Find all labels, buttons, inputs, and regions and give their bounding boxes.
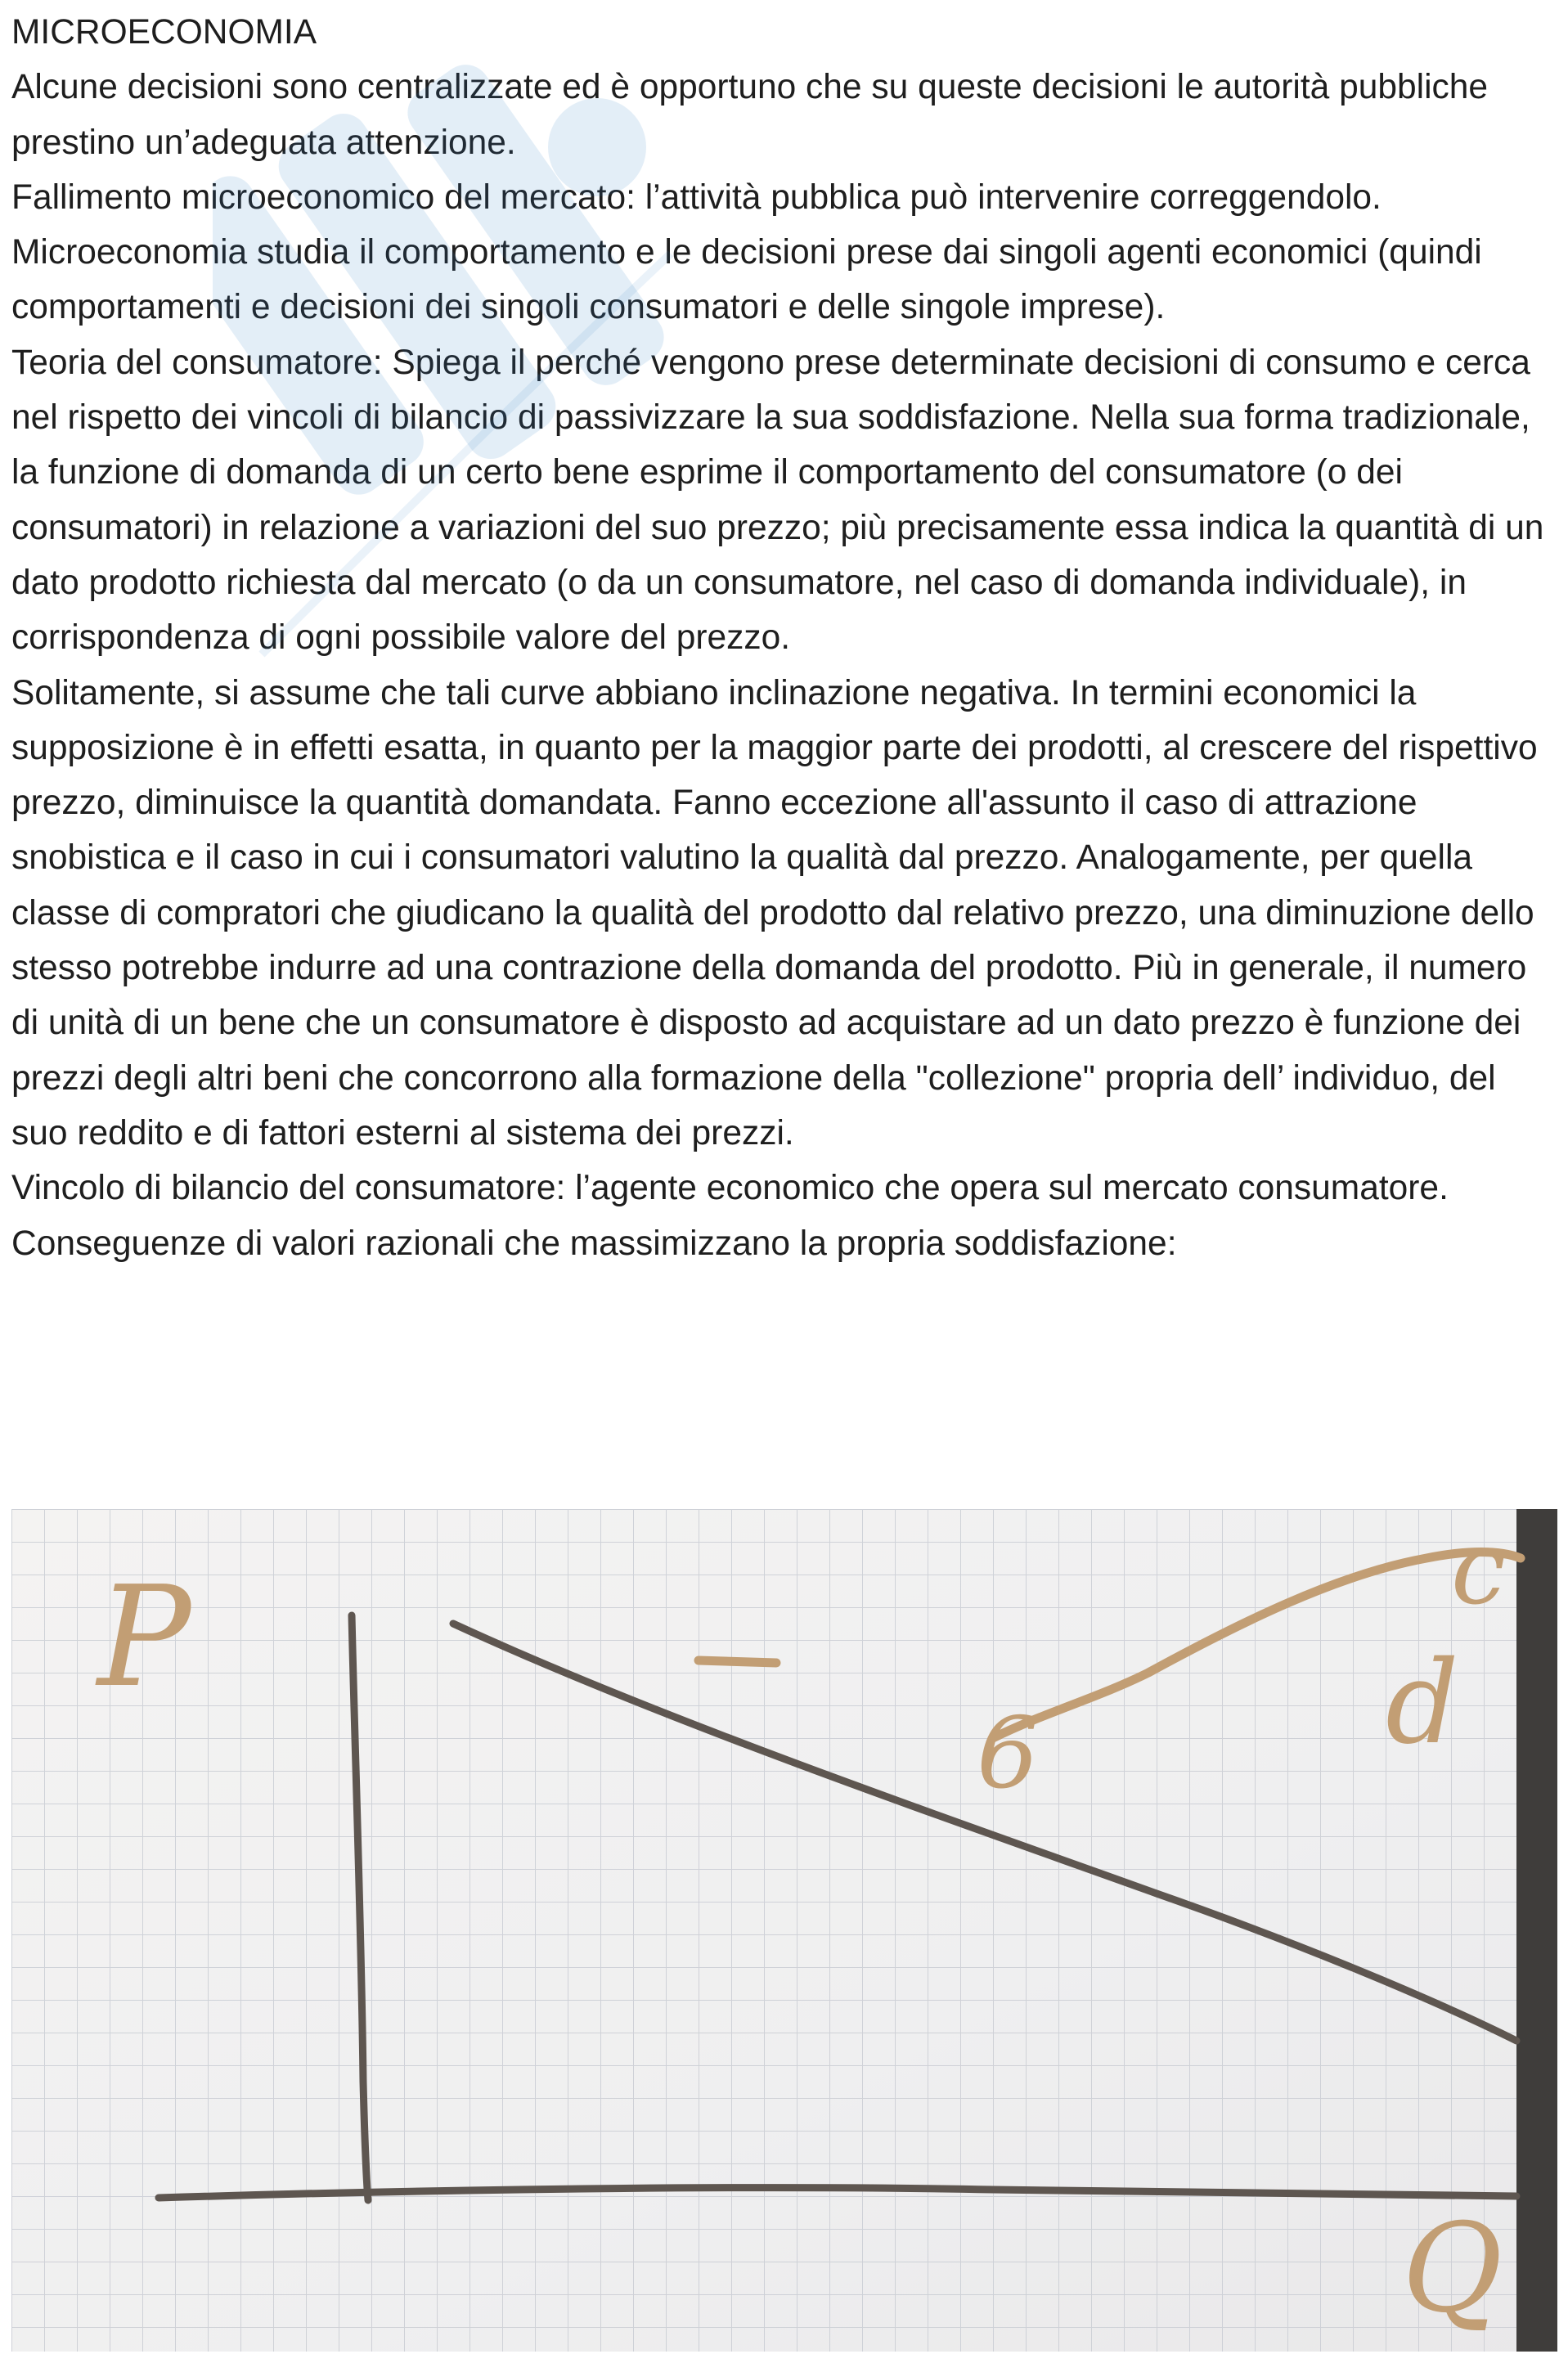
photo-dark-edge bbox=[1516, 1509, 1557, 2352]
paragraph-1: Alcune decisioni sono centralizzate ed è opportuno che su queste decisioni le autorità pubbliche prestino un’adeguata attenzione. bbox=[11, 68, 1489, 162]
curve-marker: 6 bbox=[977, 1697, 1040, 1811]
document-title: MICROECONOMIA bbox=[11, 13, 317, 52]
paragraph-3: Teoria del consumatore: Spiega il perché vengono prese determinate decisioni di consumo e cerca nel rispetto dei vincoli di bilancio di passivizzare la sua soddisfazione. Nella sua forma tradizionale, la funzione di domanda di un certo bene esprime il comportamento del consumatore (o dei consumatori) in relazione a variazioni del suo prezzo; più precisamente essa indica la quantità di un dato prodotto richiesta dal mercato (o da un consumatore, nel caso di domanda individuale), in corrispondenza di ogni possibile valore del prezzo. bbox=[11, 343, 1544, 658]
paragraph-2: Fallimento microeconomico del mercato: l’attività pubblica può intervenire correggendolo. Microeconomia studia il comportamento e le decisioni prese dai singoli agenti economici (quindi comportamenti e decisioni dei singoli consumatori e delle singole imprese). bbox=[11, 177, 1482, 327]
minus-sign-mark bbox=[699, 1660, 776, 1663]
curve-label-top: c bbox=[1451, 1513, 1507, 1627]
graph-svg bbox=[11, 1509, 1557, 2352]
graph-grid bbox=[11, 1509, 1557, 2352]
paragraph-5: Vincolo di bilancio del consumatore: l’agente economico che opera sul mercato consumatore. bbox=[11, 1169, 1449, 1208]
paragraph-4: Solitamente, si assume che tali curve abbiano inclinazione negativa. In termini economici la supposizione è in effetti esatta, in quanto per la maggior parte dei prodotti, al crescere del rispettivo prezzo, diminuisce la quantità domandata. Fanno eccezione all'assunto il caso di attrazione snobistica e il caso in cui i consumatori valutino la qualità dal prezzo. Analogamente, per quella classe di compratori che giudicano la qualità del prodotto dal relativo prezzo, una diminuzione dello stesso potrebbe indurre ad una contrazione della domanda del prodotto. Più in generale, il numero di unità di un bene che un consumatore è disposto ad acquistare ad un dato prezzo è funzione dei prezzi degli altri beni che concorrono alla formazione della "collezione" propria dell’ individuo, del suo reddito e di fattori esterni al sistema dei prezzi. bbox=[11, 673, 1538, 1152]
handwritten-graph-photo bbox=[11, 1509, 1557, 2352]
curve-label: d bbox=[1386, 1637, 1459, 1770]
paragraph-6: Conseguenze di valori razionali che massimizzano la propria soddisfazione: bbox=[11, 1224, 1177, 1263]
x-axis-label: Q bbox=[1402, 2198, 1503, 2340]
document-body bbox=[11, 5, 1557, 1271]
y-axis-label: P bbox=[97, 1557, 191, 1718]
